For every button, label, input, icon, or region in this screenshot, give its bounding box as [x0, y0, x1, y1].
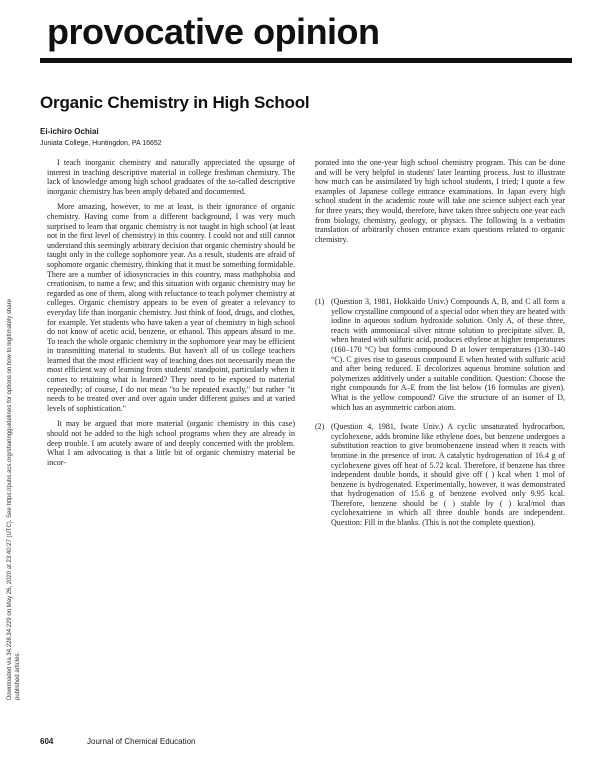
left-column: [47, 158, 295, 473]
article-title: Organic Chemistry in High School: [40, 93, 310, 112]
question-number: (1): [315, 297, 325, 306]
body-paragraph: porated into the one-year high school chemistry program. This can be done and will be very helpful in students' later learning process. Just to illustrate how much can be assimilated by high school students, I tried; I quote a few examples of Japanese college entrance examinations. In Japan every high school student in the academic route will take one science subject each year for three years; they would, therefore, have taken three subjects one year each from biology, chemistry, geology, or physics. The following is a verbatim translation of arbitrarily chosen entrance exam questions related to organic chemistry.: [315, 158, 565, 244]
right-column: [315, 158, 565, 250]
question-text: (Question 3, 1981, Hokkaido Univ.) Compounds A, B, and C all form a yellow crystalline compound of a special odor when they are heated with iodine in aqueous sodium hydroxide solution. Only A, of these three, reacts with ammoniacal silver nitrate solution to precipitate silver. B, when heated with sulfuric acid, produces ethylene at higher temperatures (160–170 °C) but forms compound D at lower temperatures (130–140 °C). C gives rise to gaseous compound E when heated with sulfuric acid and after being reduced. E decolorizes aqueous bromine solution and polymerizes additively under a suitable condition. Question: Choose the right compounds for A–E from the list below (16 formulas are given). What is the yellow compound? Give the structure of an isomer of D, which has an asymmetric carbon atom.: [331, 297, 565, 412]
header-rule: [40, 58, 572, 63]
journal-name: Journal of Chemical Education: [87, 737, 196, 746]
download-notice: [6, 280, 36, 700]
exam-questions: [315, 297, 565, 538]
question-number: (2): [315, 422, 325, 432]
author-affiliation: Juniata College, Huntingdon, PA 16652: [40, 140, 162, 147]
page-number: 604: [40, 737, 54, 746]
question-text: (Question 4, 1981, Iwate Univ.) A cyclic unsaturated hydrocarbon, cyclohexene, adds bromine like ethylene does, but benzene undergoes a substitution reaction to give bromobenzene instead when it reacts with bromine in the presence of iron. A catalytic hydrogenation of 16.4 g of cyclohexene gives off heat of 5.72 kcal. Therefore, if benzene has three independent double bonds, it should give off ( ) kcal when 1 mol of benzene is hydrogenated. Experimentally, however, it was demonstrated that hydrogenation of 15.6 g of benzene evolved only 9.95 kcal. Therefore, benzene should be ( ) stable by ( ) kcal/mol than cyclohexatriene in which all three double bonds are independent. Question: Fill in the blanks. (This is not the complete question).: [331, 422, 565, 528]
body-paragraph: It may be argued that more material (organic chemistry in this case) should not be added to the high school programs when they are already in deep trouble. I am acutely aware of and deeply concerned with the problem. What I am advocating is that a little bit of organic chemistry material be incor-: [47, 419, 295, 467]
download-notice-text: Downloaded via 34.228.34.229 on May 26, 2020 at 23:40:27 (UTC). See https://pubs.acs.org/sharingguidelines for options on how to legitimately share published articles.: [7, 299, 21, 700]
body-paragraph: More amazing, however, to me at least, is their ignorance of organic chemistry. Having come from a different background, I was very much surprised to learn that organic chemistry is not taught in high school (at least not in the first level of chemistry) in this country. I could not and still cannot understand this seemingly arbitrary decision that organic chemistry should be taught only in the college sophomore year. As a result, students are afraid of sophomore organic chemistry, thinking that it must be something formidable. There are a number of idiosyncracies in this country, mass mathphobia and creationism, to name a few; and this situation with organic chemistry may be regarded as one of them, along with reluctance to teach polymer chemistry at colleges. Organic chemistry appears to be even of greater a relevancy to everyday life than inorganic chemistry. Just think of food, drugs, and clothes, for example. Yet students who have taken a year of chemistry in high school do not know of acetic acid, benzene, or ethanol. This appears absurd to me. To teach the whole organic chemistry in the sophomore year may be efficient in transmitting material to students. But haven't all of us college teachers learned that the most efficient way of teaching does not necessarily mean the most efficient way of learning from students' standpoint, particularly when it comes to retaining what is learned? They need to be exposed to material repeatedly; of course, I do not mean "to be repeated exactly," but rather "it needs to be treated over and over again under different guises and at varied levels of sophistication.": [47, 202, 296, 413]
question-item: [315, 422, 565, 528]
question-item: [315, 297, 565, 412]
author-name: Ei-ichiro Ochiai: [40, 127, 99, 136]
column-label: provocative opinion: [47, 11, 380, 52]
body-paragraph: I teach inorganic chemistry and naturally appreciated the upsurge of interest in teaching descriptive material in college freshman chemistry. The lack of knowledge among high school graduates of the so-called descriptive inorganic chemistry has been amply debated and documented.: [47, 158, 295, 196]
